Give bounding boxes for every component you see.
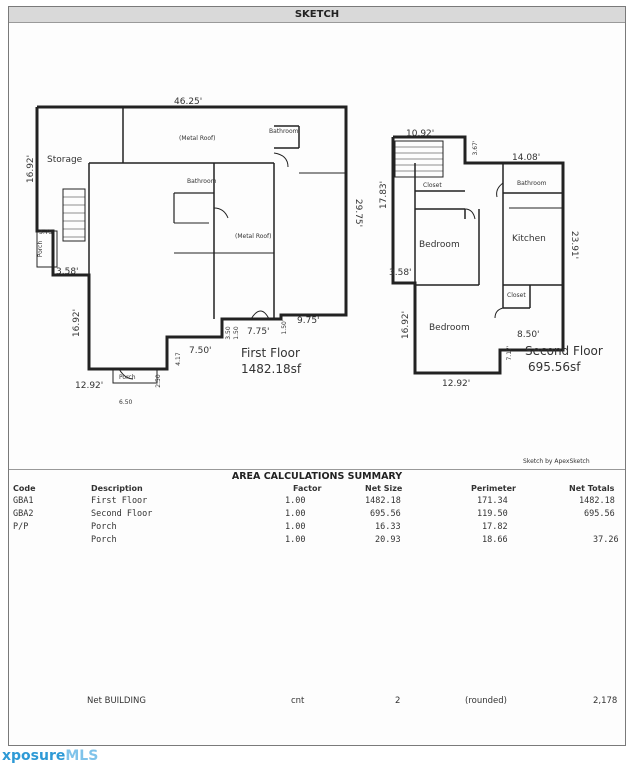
room-kitchen: Kitchen [512, 234, 546, 244]
row-perimeter: 171.34 [477, 496, 508, 506]
door-arc [497, 183, 503, 197]
sf-dim-1783: 17.83' [379, 180, 389, 210]
ff-dim-350: 3.50 [225, 326, 232, 340]
floor-plan-sketch [9, 23, 625, 469]
row-factor: 1.00 [285, 509, 306, 519]
room-sf-bath: Bathroom [517, 180, 547, 187]
sf-dim-1292: 12.92' [442, 379, 471, 389]
row-description: Second Floor [91, 509, 153, 519]
ff-dim-top: 46.25' [174, 97, 203, 107]
net-building-label: Net BUILDING [87, 696, 146, 706]
ff-dim-775: 7.75' [247, 327, 270, 337]
door-arc [274, 153, 288, 167]
sf-dim-1092: 10.92' [406, 129, 435, 139]
sf-dim-358: 3.58' [389, 268, 412, 278]
room-porch-bottom: Porch [119, 374, 136, 381]
row-perimeter: 17.82 [482, 522, 508, 532]
sf-dim-850: 8.50' [517, 330, 540, 340]
room-storage: Storage [47, 155, 83, 165]
row-description: First Floor [91, 496, 148, 506]
ff-dim-right: 29.75' [353, 198, 363, 228]
row-factor: 1.00 [285, 496, 306, 506]
row-net-size: 16.33 [375, 522, 401, 532]
row-net-total: 695.56 [584, 509, 615, 519]
room-sf-closet-2: Closet [507, 292, 526, 299]
room-ff-bath: Bathroom [187, 178, 217, 185]
row-description: Porch [91, 522, 117, 532]
sketch-header: SKETCH [9, 7, 625, 23]
row-net-total: 37.26 [593, 535, 619, 545]
row-code: GBA2 [13, 509, 34, 519]
room-sf-closet: Closet [423, 182, 442, 189]
door-arc [465, 209, 475, 219]
row-factor: 1.00 [285, 522, 306, 532]
net-building-cnt-label: cnt [291, 696, 305, 706]
col-factor: Factor [293, 484, 322, 493]
ff-dim-porch-h: 2.50 [155, 374, 162, 388]
sketch-credit: Sketch by ApexSketch [523, 458, 590, 465]
net-building-total: 2,178 [593, 696, 618, 706]
first-floor-area: 1482.18sf [241, 362, 302, 376]
ff-dim-porch: 3.75 [39, 229, 53, 236]
net-building-rounded: (rounded) [465, 696, 507, 706]
sf-dim-2391: 23.91' [569, 230, 579, 260]
sf-dim-367: 3.67' [472, 140, 479, 156]
net-building-count: 2 [395, 696, 401, 706]
first-floor-name: First Floor [241, 346, 300, 360]
ff-dim-975: 9.75' [297, 316, 320, 326]
row-net-size: 695.56 [370, 509, 401, 519]
row-code: GBA1 [13, 496, 34, 506]
row-net-size: 1482.18 [365, 496, 401, 506]
col-description: Description [91, 484, 143, 493]
ff-dim-bottom: 12.92' [75, 381, 104, 391]
row-net-size: 20.93 [375, 535, 401, 545]
first-floor-plan [37, 107, 346, 383]
ff-dim-lower-left: 16.92' [72, 308, 82, 338]
ff-dim-left: 16.92' [26, 154, 36, 184]
ff-dim-150: 1.50' [281, 319, 288, 335]
ff-dim-358: 3.58' [56, 267, 79, 277]
ff-dim-150b: 1.50 [233, 326, 240, 340]
sf-dim-717: 7.17' [506, 345, 513, 361]
sketch-sheet [8, 6, 626, 746]
col-net-size: Net Size [365, 484, 403, 493]
room-ff-bath-top: Bathroom [269, 128, 299, 135]
room-porch-side: Porch [37, 240, 44, 258]
sf-dim-1408: 14.08' [512, 153, 541, 163]
door-arc [495, 308, 503, 318]
col-code: Code [13, 484, 36, 493]
floor-plan-svg [9, 23, 625, 469]
sf-dim-1692: 16.92' [401, 310, 411, 340]
summary-title: AREA CALCULATIONS SUMMARY [231, 471, 403, 482]
area-calculations-summary [9, 469, 625, 745]
room-bedroom-2: Bedroom [429, 323, 470, 333]
col-perimeter: Perimeter [471, 484, 516, 493]
room-bedroom-1: Bedroom [419, 240, 460, 250]
row-description: Porch [91, 535, 117, 545]
ff-dim-porch-w: 6.50 [119, 399, 133, 406]
row-factor: 1.00 [285, 535, 306, 545]
second-floor-name: Second Floor [525, 344, 603, 358]
row-code: P/P [13, 522, 29, 532]
second-floor-area: 695.56sf [528, 360, 581, 374]
row-net-total: 1482.18 [579, 496, 615, 506]
room-metal-roof-1: (Metal Roof) [179, 135, 216, 142]
brand-logo [2, 748, 98, 764]
row-perimeter: 18.66 [482, 535, 508, 545]
brand-part2: MLS [65, 748, 99, 764]
col-net-totals: Net Totals [569, 484, 615, 493]
room-metal-roof-2: (Metal Roof) [235, 233, 272, 240]
door-arc [214, 208, 228, 218]
ff-dim-417: 4.17 [175, 352, 182, 366]
brand-part1: xposure [2, 748, 66, 764]
row-perimeter: 119.50 [477, 509, 508, 519]
ff-dim-750: 7.50' [189, 346, 212, 356]
